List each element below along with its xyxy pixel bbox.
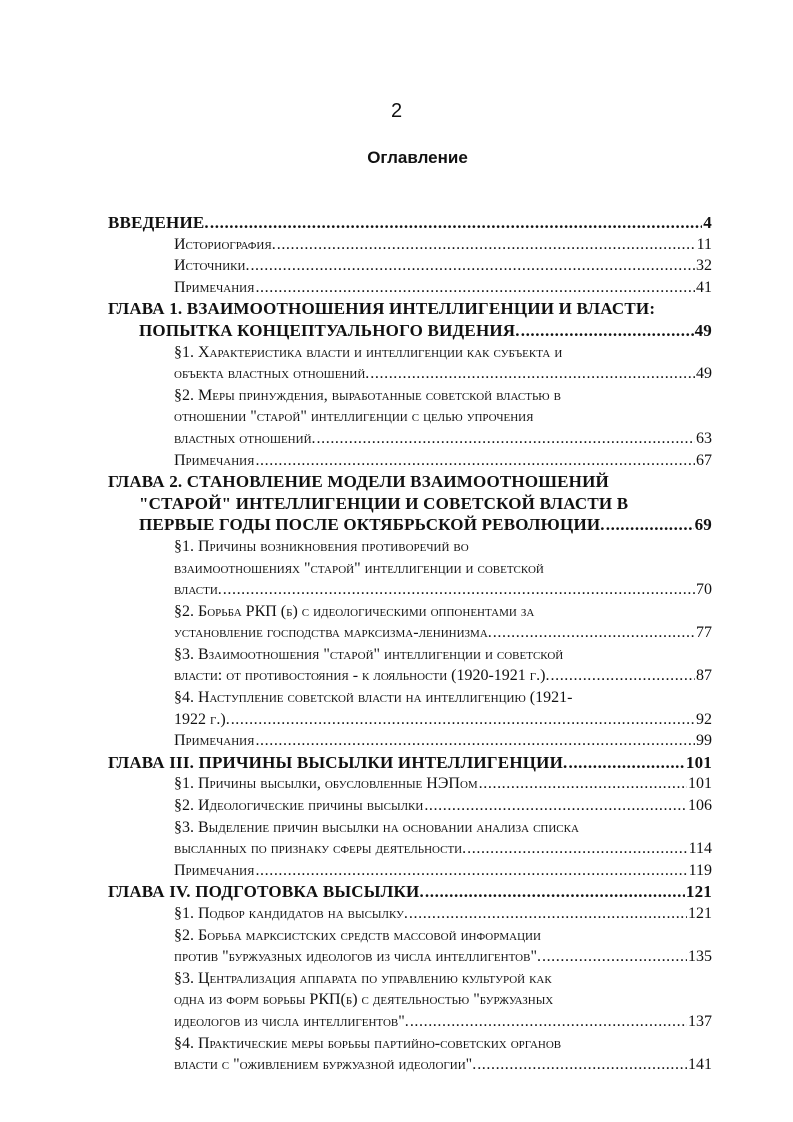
toc-page-number: 101 bbox=[685, 752, 712, 772]
toc-entry-text: ПОПЫТКА КОНЦЕПТУАЛЬНОГО ВИДЕНИЯ. bbox=[139, 320, 520, 340]
toc-entry-line bbox=[174, 860, 712, 882]
dot-leader bbox=[479, 773, 687, 795]
toc-page-number: 4 bbox=[703, 213, 712, 232]
toc-page-number: 67 bbox=[696, 451, 712, 469]
dot-leader bbox=[210, 212, 702, 234]
toc-page-number: 69 bbox=[694, 515, 712, 535]
toc-page-number: 137 bbox=[688, 1012, 712, 1030]
toc-chapter-entry bbox=[108, 298, 712, 341]
toc-entry-text: §2. Борьба марксистских средств массовой информации bbox=[174, 926, 541, 944]
dot-leader bbox=[425, 881, 685, 903]
dot-leader bbox=[410, 1011, 687, 1033]
dot-leader bbox=[467, 838, 687, 860]
toc-page-number: 41 bbox=[696, 278, 712, 296]
toc-entry-line bbox=[174, 536, 712, 558]
toc-entry-text: §2. Идеологические причины высылки bbox=[174, 797, 424, 815]
toc-entry-line bbox=[174, 903, 712, 925]
toc-entry-text: §3. Выделение причин высылки на основании анализа списка bbox=[174, 818, 579, 836]
toc-page-number: 49 bbox=[696, 365, 712, 383]
toc-entry-line bbox=[174, 989, 712, 1011]
dot-leader bbox=[606, 514, 694, 536]
toc-entry-text: §2. Борьба РКП (б) с идеологическими оппонентами за bbox=[174, 602, 535, 620]
toc-page-number: 101 bbox=[688, 775, 712, 793]
toc-page-number: 135 bbox=[688, 948, 712, 966]
toc-section-entry bbox=[108, 773, 712, 795]
toc-entry-line bbox=[108, 298, 712, 320]
toc-section-entry bbox=[108, 536, 712, 601]
toc-page-number: 141 bbox=[688, 1056, 712, 1074]
dot-leader bbox=[255, 450, 695, 472]
dot-leader bbox=[493, 622, 695, 644]
toc-entry-text: §1. Причины высылки, обусловленные НЭПом bbox=[174, 775, 478, 793]
table-of-contents bbox=[108, 212, 712, 1076]
toc-entry-line bbox=[174, 730, 712, 752]
toc-entry-text: объекта властных отношений. bbox=[174, 365, 370, 383]
toc-page-number: 121 bbox=[688, 905, 712, 922]
toc-page-number: 87 bbox=[696, 667, 712, 685]
toc-section-entry bbox=[108, 342, 712, 385]
toc-entry-line bbox=[108, 514, 712, 536]
toc-entry-text: ГЛАВА 1. ВЗАИМООТНОШЕНИЯ ИНТЕЛЛИГЕНЦИИ И ВЛАСТИ: bbox=[108, 299, 656, 319]
toc-entry-text: взаимоотношениях "старой" интеллигенции и советской bbox=[174, 559, 544, 577]
toc-section-entry bbox=[108, 817, 712, 860]
toc-entry-line bbox=[174, 644, 712, 666]
page-number: 2 bbox=[390, 100, 403, 122]
toc-section-entry bbox=[108, 385, 712, 450]
toc-entry-text: 1922 г.). bbox=[174, 710, 230, 728]
toc-entry-line bbox=[108, 471, 712, 493]
toc-entry-line bbox=[108, 881, 712, 903]
toc-entry-line bbox=[108, 320, 712, 342]
dot-leader bbox=[317, 428, 695, 450]
toc-entry-line bbox=[174, 363, 712, 385]
toc-entry-text: власти. bbox=[174, 581, 222, 599]
dot-leader bbox=[231, 709, 695, 731]
toc-entry-line bbox=[174, 946, 712, 968]
toc-entry-text: Историография. bbox=[174, 235, 276, 253]
toc-entry-text: идеологов из числа интеллигентов". bbox=[174, 1012, 409, 1030]
toc-entry-line bbox=[174, 277, 712, 299]
toc-section-entry bbox=[108, 277, 712, 299]
toc-entry-line bbox=[174, 795, 712, 817]
toc-chapter-entry bbox=[108, 881, 712, 903]
toc-entry-line bbox=[108, 752, 712, 774]
toc-entry-text: "СТАРОЙ" ИНТЕЛЛИГЕНЦИИ И СОВЕТСКОЙ ВЛАСТИ В bbox=[139, 493, 629, 513]
toc-entry-text: ГЛАВА IV. ПОДГОТОВКА ВЫСЫЛКИ. bbox=[108, 882, 424, 902]
toc-entry-line bbox=[174, 234, 712, 256]
toc-entry-text: §3. Взаимоотношения "старой" интеллигенции и советской bbox=[174, 645, 564, 663]
dot-leader bbox=[370, 363, 695, 385]
toc-entry-line bbox=[174, 406, 712, 428]
toc-section-entry bbox=[108, 255, 712, 277]
toc-entry-text: ВВЕДЕНИЕ. bbox=[108, 213, 209, 232]
toc-entry-line bbox=[174, 1011, 712, 1033]
toc-entry-line bbox=[174, 558, 712, 580]
toc-entry-line bbox=[174, 601, 712, 623]
toc-entry-line bbox=[174, 709, 712, 731]
toc-entry-text: §2. Меры принуждения, выработанные советской властью в bbox=[174, 386, 561, 404]
toc-page-number: 106 bbox=[688, 797, 712, 815]
toc-entry-text: власти: от противостояния - к лояльности (1920-1921 г.). bbox=[174, 667, 550, 685]
dot-leader bbox=[250, 255, 695, 277]
toc-entry-text: властных отношений. bbox=[174, 429, 316, 447]
toc-page-number: 70 bbox=[696, 581, 712, 599]
toc-section-entry bbox=[108, 925, 712, 968]
toc-section-entry bbox=[108, 795, 712, 817]
toc-entry-text: ГЛАВА 2. СТАНОВЛЕНИЕ МОДЕЛИ ВЗАИМООТНОШЕНИЙ bbox=[108, 472, 609, 492]
toc-entry-line bbox=[174, 968, 712, 990]
dot-leader bbox=[409, 903, 687, 925]
dot-leader bbox=[255, 277, 695, 299]
toc-entry-text: высланных по признаку сферы деятельности. bbox=[174, 840, 467, 858]
toc-entry-text: власти с "оживлением буржуазной идеологии". bbox=[174, 1056, 477, 1074]
toc-entry-text: установление господства марксизма-ленинизма. bbox=[174, 624, 492, 642]
dot-leader bbox=[477, 1054, 687, 1076]
dot-leader bbox=[551, 665, 696, 687]
toc-entry-text: ПЕРВЫЕ ГОДЫ ПОСЛЕ ОКТЯБРЬСКОЙ РЕВОЛЮЦИИ. bbox=[139, 515, 605, 535]
toc-section-entry bbox=[108, 601, 712, 644]
toc-entry-line bbox=[108, 212, 712, 234]
toc-entry-line bbox=[174, 579, 712, 601]
dot-leader bbox=[255, 860, 687, 882]
toc-entry-text: §1. Причины возникновения противоречий во bbox=[174, 537, 469, 555]
toc-entry-line bbox=[174, 385, 712, 407]
toc-page-number: 99 bbox=[696, 732, 712, 750]
dot-leader bbox=[521, 320, 694, 342]
toc-page-number: 63 bbox=[696, 429, 712, 447]
toc-section-entry bbox=[108, 860, 712, 882]
toc-entry-line bbox=[174, 665, 712, 687]
toc-entry-line bbox=[174, 255, 712, 277]
toc-entry-text: Примечания bbox=[174, 861, 255, 879]
toc-chapter-entry bbox=[108, 471, 712, 536]
toc-entry-line bbox=[174, 925, 712, 947]
toc-entry-line bbox=[174, 342, 712, 364]
toc-section-entry bbox=[108, 644, 712, 687]
toc-entry-text: Примечания bbox=[174, 732, 255, 750]
toc-section-entry bbox=[108, 450, 712, 472]
toc-section-entry bbox=[108, 234, 712, 256]
toc-page-number: 77 bbox=[696, 624, 712, 642]
dot-leader bbox=[277, 234, 696, 256]
toc-entry-text: ГЛАВА III. ПРИЧИНЫ ВЫСЫЛКИ ИНТЕЛЛИГЕНЦИИ. bbox=[108, 752, 568, 772]
toc-page-number: 114 bbox=[688, 840, 712, 858]
toc-chapter-entry bbox=[108, 752, 712, 774]
toc-entry-line bbox=[174, 622, 712, 644]
toc-entry-line bbox=[174, 838, 712, 860]
toc-page-number: 121 bbox=[685, 882, 712, 902]
toc-entry-line bbox=[174, 1033, 712, 1055]
toc-entry-text: одна из форм борьбы РКП(б) с деятельностью "буржуазных bbox=[174, 991, 554, 1009]
toc-entry-text: §4. Практические меры борьбы партийно-советских органов bbox=[174, 1034, 562, 1052]
toc-entry-line bbox=[174, 817, 712, 839]
toc-page-number: 11 bbox=[696, 235, 712, 253]
toc-entry-text: Примечания bbox=[174, 451, 255, 469]
toc-entry-text: §3. Централизация аппарата по управлению культурой как bbox=[174, 969, 552, 987]
toc-title: Оглавление bbox=[367, 148, 468, 167]
toc-entry-line bbox=[174, 450, 712, 472]
toc-entry-text: §1. Подбор кандидатов на высылку. bbox=[174, 905, 408, 922]
toc-page-number: 119 bbox=[688, 861, 712, 879]
toc-entry-line bbox=[174, 687, 712, 709]
toc-entry-line bbox=[174, 428, 712, 450]
toc-page-number: 32 bbox=[696, 257, 712, 275]
toc-entry-text: против "буржуазных идеологов из числа интеллигентов". bbox=[174, 948, 541, 966]
toc-entry-text: §4. Наступление советской власти на интеллигенцию (1921- bbox=[174, 689, 573, 707]
dot-leader bbox=[223, 579, 695, 601]
toc-entry-line bbox=[174, 1054, 712, 1076]
toc-section-entry bbox=[108, 1033, 712, 1076]
toc-section-entry bbox=[108, 968, 712, 1033]
dot-leader bbox=[542, 946, 687, 968]
dot-leader bbox=[255, 730, 695, 752]
toc-entry-text: §1. Характеристика власти и интеллигенции как субъекта и bbox=[174, 343, 563, 361]
dot-leader bbox=[424, 795, 687, 817]
toc-entry-text: Примечания bbox=[174, 278, 255, 296]
toc-section-entry bbox=[108, 903, 712, 925]
toc-entry-text: Источники. bbox=[174, 257, 250, 275]
toc-entry-line bbox=[174, 773, 712, 795]
toc-entry-line bbox=[108, 493, 712, 515]
toc-section-entry bbox=[108, 687, 712, 730]
dot-leader bbox=[568, 752, 684, 774]
toc-page-number: 49 bbox=[694, 320, 712, 340]
toc-page-number: 92 bbox=[696, 710, 712, 728]
toc-chapter-entry bbox=[108, 212, 712, 234]
toc-entry-text: отношении "старой" интеллигенции с целью упрочения bbox=[174, 408, 534, 426]
toc-section-entry bbox=[108, 730, 712, 752]
